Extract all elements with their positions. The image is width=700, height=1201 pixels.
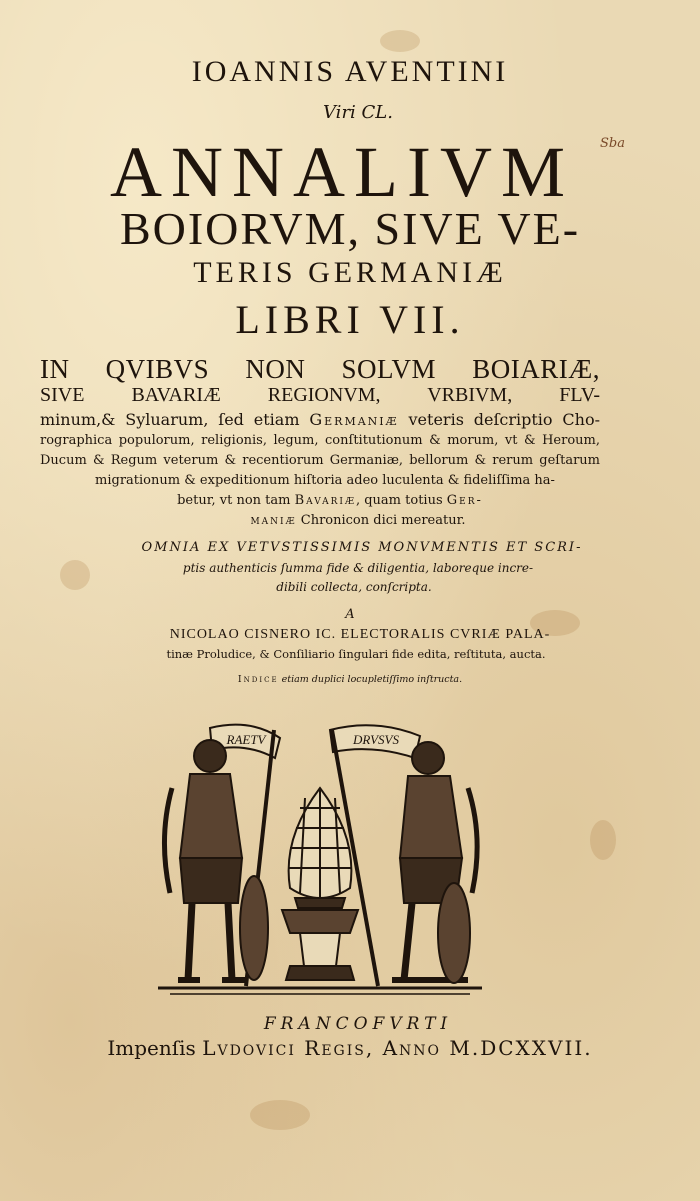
editor-line: tinæ Proludice, & Conſiliario ſingulari fide edita, reſtituta, aucta. — [166, 647, 546, 661]
title-germaniae: TERIS GERMANIÆ — [193, 256, 507, 289]
omnia-line: ptis authenticis ſumma fide & diligentia, laboreque incre- — [182, 561, 534, 575]
desc-text: maniæ — [250, 513, 297, 528]
desc-text: Germaniæ — [309, 410, 399, 429]
imprint-text: Lvdovici Regis — [202, 1036, 366, 1060]
right-shield — [438, 883, 470, 983]
editor-line: NICOLAO CISNERO IC. ELECTORALIS CVRIÆ PALA- — [169, 627, 551, 642]
desc-text: minum,& Syluarum, ſed etiam — [40, 410, 310, 429]
desc-line: rographica populorum, religionis, legum, conſtitutionum & morum, vt & Heroum, — [40, 433, 600, 448]
desc-text: Bavariæ — [294, 493, 356, 508]
banner-right-text: DRVSVS — [353, 732, 399, 747]
omnia-line: OMNIA EX VETVSTISSIMIS MONVMENTIS ET SCRI- — [141, 540, 583, 555]
desc-line: migrationum & expeditionum hiſtoria adeo luculenta & fideliſſima ha- — [95, 473, 555, 488]
left-shield — [240, 876, 268, 980]
desc-line — [40, 410, 600, 429]
indice-text: Indice — [237, 674, 279, 685]
imprint-text: , Anno M.DCXXVII. — [365, 1036, 593, 1060]
desc-line: Ducum & Regum veterum & recentiorum Germaniæ, bellorum & rerum geſtarum — [40, 453, 600, 468]
indice-line — [0, 674, 700, 685]
desc-text: betur, vt non tam — [177, 493, 295, 508]
author-line: IOANNIS AVENTINI — [191, 55, 509, 88]
imprint-line — [0, 1036, 700, 1060]
indice-text: etiam duplici locupletiſſimo inſtructa. — [278, 674, 463, 685]
banner-left-text: RAETV — [226, 732, 266, 747]
desc-line — [8, 513, 700, 528]
desc-text: Chronicon dici mereatur. — [296, 513, 466, 528]
desc-text: Ger- — [446, 493, 483, 508]
handwritten-margin-note: Sba — [600, 136, 625, 151]
honorific-line: Viri CL. — [323, 102, 393, 123]
foxing-spot — [380, 30, 420, 52]
place-line: FRANCOFVRTI — [263, 1014, 453, 1034]
title-annalium: ANNALIVM — [110, 132, 574, 212]
title-boiorum: BOIORVM, SIVE VE- — [119, 203, 581, 254]
desc-line: IN QVIBVS NON SOLVM BOIARIÆ, — [40, 354, 600, 384]
title-libri: LIBRI VII. — [235, 297, 465, 342]
desc-line — [100, 493, 560, 508]
woodcut-printer-device — [150, 718, 490, 1000]
foxing-spot — [250, 1100, 310, 1130]
imprint-text: Impenſis — [107, 1036, 203, 1060]
desc-text: veteris deſcriptio Cho- — [398, 410, 600, 429]
omnia-line: dibili collecta, conſcripta. — [276, 580, 432, 594]
a-line: A — [345, 607, 355, 622]
desc-line: SIVE BAVARIÆ REGIONVM, VRBIVM, FLV- — [40, 384, 600, 406]
left-warrior-figure — [164, 740, 246, 980]
foxing-spot — [590, 820, 616, 860]
desc-text: , quam totius — [355, 493, 447, 508]
